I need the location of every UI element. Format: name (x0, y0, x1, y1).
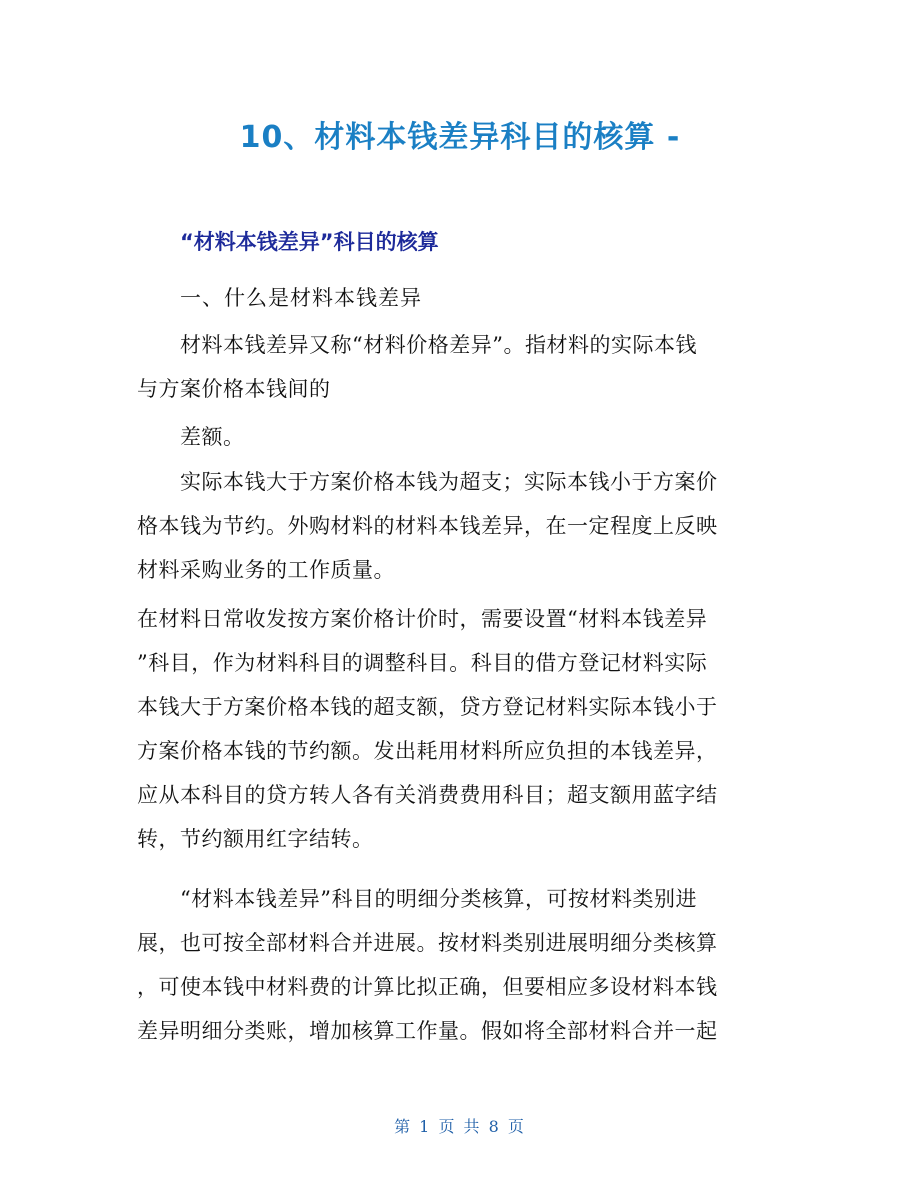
page-indicator: 第 1 页 共 8 页 (394, 1117, 526, 1136)
text-line: 方案价格本钱的节约额。发出耗用材料所应负担的本钱差异， (137, 739, 718, 763)
section-heading: 一、什么是材料本钱差异 (180, 286, 422, 310)
paragraph-1 (137, 323, 787, 411)
text-line: 实际本钱大于方案价格本钱为超支；实际本钱小于方案价 (180, 470, 718, 494)
text-line: 展，也可按全部材料合并进展。按材料类别进展明细分类核算 (137, 931, 718, 955)
text-line: 与方案价格本钱间的 (137, 377, 331, 401)
text-line: “材料本钱差异”科目的明细分类核算，可按材料类别进 (180, 887, 697, 911)
text-line: ”科目，作为材料科目的调整科目。科目的借方登记材料实际 (137, 651, 708, 675)
text-line: 应从本科目的贷方转人各有关消费费用科目；超支额用蓝字结 (137, 783, 718, 807)
text-line: 差额。 (180, 425, 245, 449)
text-line: ，可使本钱中材料费的计算比拟正确，但要相应多设材料本钱 (137, 975, 718, 999)
paragraph-2 (137, 415, 787, 459)
text-line: 本钱大于方案价格本钱的超支额，贷方登记材料实际本钱小于 (137, 695, 718, 719)
text-line: 在材料日常收发按方案价格计价时，需要设置“材料本钱差异 (137, 607, 708, 631)
text-line: 格本钱为节约。外购材料的材料本钱差异，在一定程度上反映 (137, 514, 718, 538)
paragraph-3 (137, 460, 787, 592)
paragraph-4 (137, 597, 787, 861)
text-line: 材料采购业务的工作质量。 (137, 558, 395, 582)
document-subtitle: “材料本钱差异”科目的核算 (180, 230, 439, 254)
text-line: 差异明细分类账，增加核算工作量。假如将全部材料合并一起 (137, 1019, 718, 1043)
text-line: 转，节约额用红字结转。 (137, 827, 374, 851)
page-title: 10、材料本钱差异科目的核算 - (239, 120, 681, 155)
text-line: 材料本钱差异又称“材料价格差异”。指材料的实际本钱 (180, 333, 697, 357)
paragraph-5 (137, 877, 787, 1053)
